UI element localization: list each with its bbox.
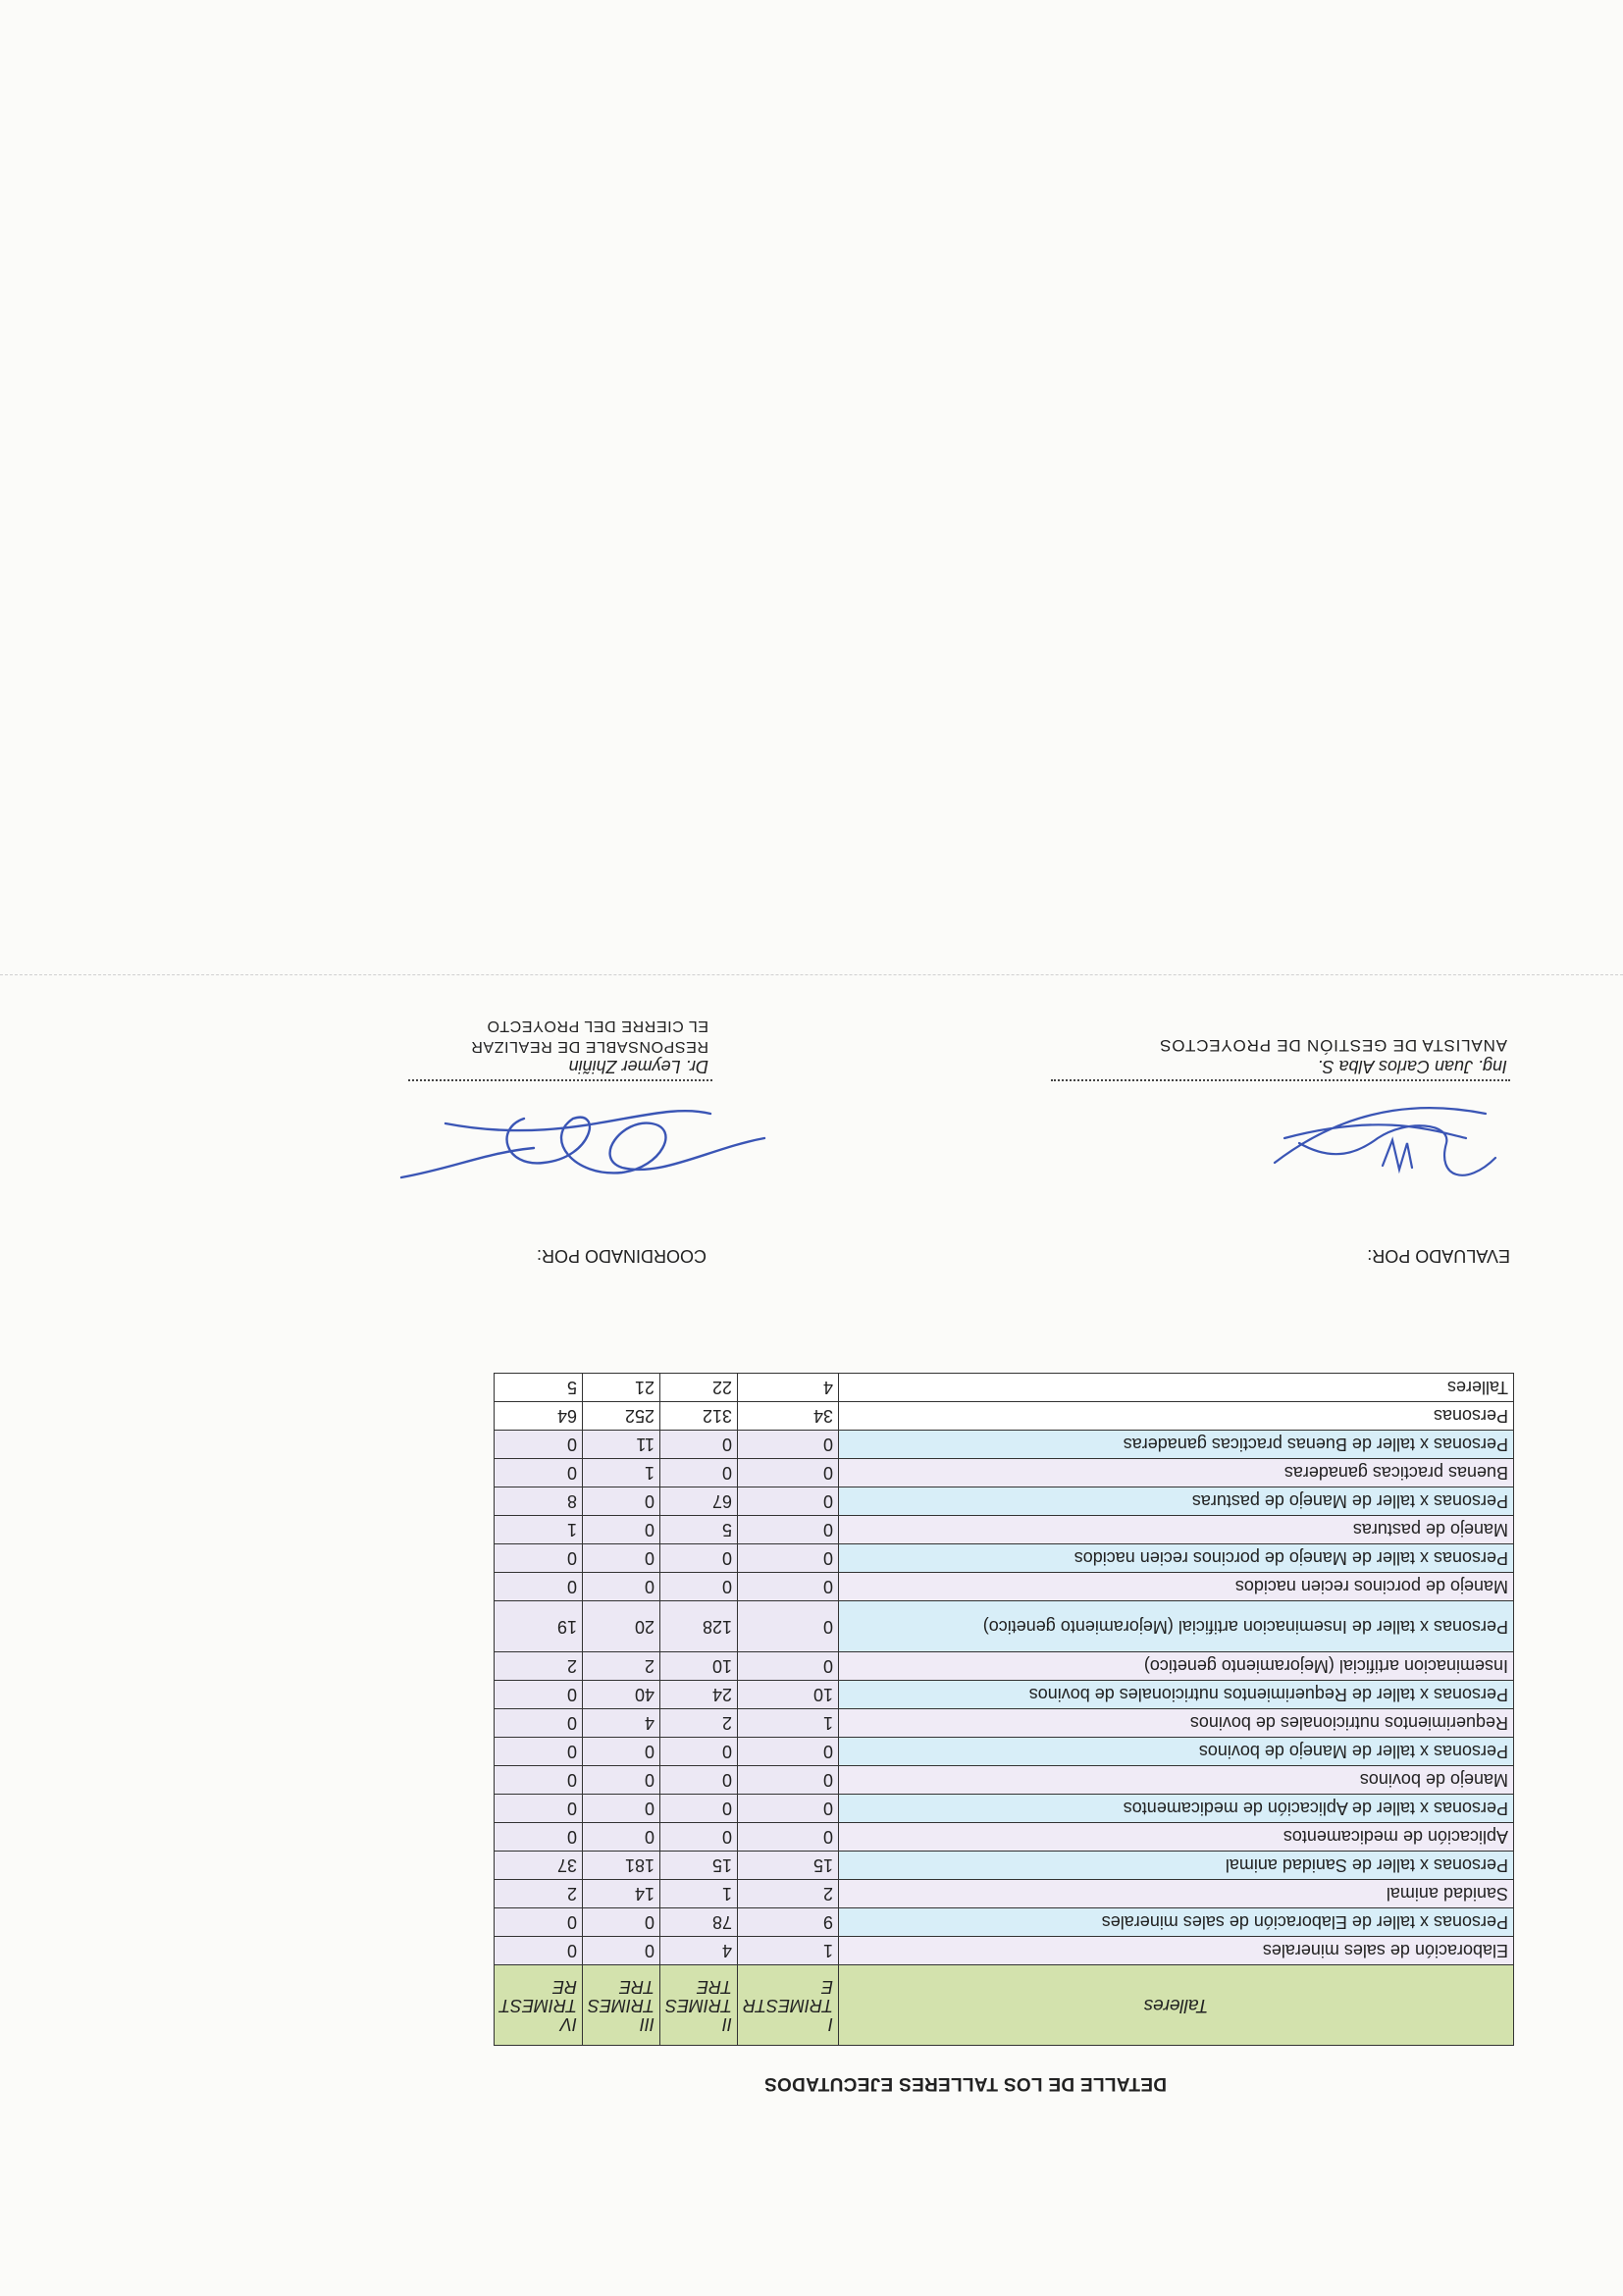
row-value-q4: 0 bbox=[495, 1795, 583, 1823]
row-value-q1: 34 bbox=[738, 1402, 839, 1431]
table-header-row bbox=[495, 1965, 1514, 2046]
row-value-q4: 8 bbox=[495, 1487, 583, 1516]
row-label: Personas x taller de Manejo de pasturas bbox=[839, 1487, 1514, 1516]
row-label: Aplicación de medicamentos bbox=[839, 1823, 1514, 1852]
table-row bbox=[495, 1681, 1514, 1709]
table-row bbox=[495, 1823, 1514, 1852]
row-value-q1: 0 bbox=[738, 1601, 839, 1652]
row-value-q1: 0 bbox=[738, 1544, 839, 1573]
evaluator-signature-line bbox=[1051, 1079, 1510, 1081]
row-label: Personas x taller de Buenas practicas ganaderas bbox=[839, 1431, 1514, 1459]
row-value-q4: 1 bbox=[495, 1516, 583, 1544]
row-value-q4: 64 bbox=[495, 1402, 583, 1431]
coordinator-signature bbox=[396, 1089, 769, 1207]
page-fold-line bbox=[0, 974, 1623, 975]
row-value-q4: 0 bbox=[495, 1766, 583, 1795]
row-value-q1: 1 bbox=[738, 1709, 839, 1738]
table-row bbox=[495, 1431, 1514, 1459]
row-value-q3: 0 bbox=[583, 1516, 660, 1544]
coordinator-signature-line bbox=[408, 1079, 712, 1081]
evaluado-por-label: EVALUADO POR: bbox=[1367, 1246, 1510, 1266]
header-q4: IV TRIMEST RE bbox=[495, 1965, 583, 2046]
row-value-q1: 0 bbox=[738, 1795, 839, 1823]
row-value-q3: 0 bbox=[583, 1795, 660, 1823]
row-label: Manejo de porcinos recien nacidos bbox=[839, 1573, 1514, 1601]
row-value-q2: 0 bbox=[660, 1738, 738, 1766]
table-row bbox=[495, 1374, 1514, 1402]
row-label: Elaboración de sales minerales bbox=[839, 1937, 1514, 1965]
coordinator-name: Dr. Leymer Zhiñin bbox=[568, 1057, 708, 1076]
table-row bbox=[495, 1766, 1514, 1795]
coordinator-role-line-1: RESPONSABLE DE REALIZAR bbox=[470, 1038, 708, 1055]
row-value-q2: 22 bbox=[660, 1374, 738, 1402]
table-row bbox=[495, 1880, 1514, 1908]
evaluator-name: Ing. Juan Carlos Alba S. bbox=[1317, 1057, 1507, 1076]
table-row bbox=[495, 1516, 1514, 1544]
row-value-q4: 2 bbox=[495, 1880, 583, 1908]
row-value-q4: 0 bbox=[495, 1937, 583, 1965]
row-value-q1: 0 bbox=[738, 1823, 839, 1852]
table-row bbox=[495, 1487, 1514, 1516]
row-value-q1: 0 bbox=[738, 1516, 839, 1544]
row-label: Inseminacion artificial (Mejoramiento genetico) bbox=[839, 1652, 1514, 1681]
row-value-q3: 11 bbox=[583, 1431, 660, 1459]
row-label: Personas x taller de Sanidad animal bbox=[839, 1852, 1514, 1880]
row-label: Personas bbox=[839, 1402, 1514, 1431]
coordinado-por-label: COORDINADO POR: bbox=[536, 1246, 707, 1266]
row-value-q2: 0 bbox=[660, 1795, 738, 1823]
table-row bbox=[495, 1908, 1514, 1937]
row-value-q2: 1 bbox=[660, 1880, 738, 1908]
table-row bbox=[495, 1652, 1514, 1681]
row-value-q1: 0 bbox=[738, 1431, 839, 1459]
row-value-q1: 1 bbox=[738, 1937, 839, 1965]
row-value-q4: 0 bbox=[495, 1573, 583, 1601]
header-talleres: Talleres bbox=[839, 1965, 1514, 2046]
row-value-q2: 78 bbox=[660, 1908, 738, 1937]
row-value-q4: 0 bbox=[495, 1709, 583, 1738]
table-row bbox=[495, 1795, 1514, 1823]
row-value-q3: 0 bbox=[583, 1766, 660, 1795]
row-value-q1: 0 bbox=[738, 1766, 839, 1795]
row-value-q3: 4 bbox=[583, 1709, 660, 1738]
row-value-q3: 181 bbox=[583, 1852, 660, 1880]
row-value-q2: 0 bbox=[660, 1823, 738, 1852]
row-value-q4: 2 bbox=[495, 1652, 583, 1681]
table-row bbox=[495, 1573, 1514, 1601]
row-value-q2: 4 bbox=[660, 1937, 738, 1965]
row-label: Manejo de bovinos bbox=[839, 1766, 1514, 1795]
row-value-q2: 128 bbox=[660, 1601, 738, 1652]
row-value-q3: 20 bbox=[583, 1601, 660, 1652]
row-value-q3: 0 bbox=[583, 1937, 660, 1965]
row-value-q3: 0 bbox=[583, 1738, 660, 1766]
row-value-q1: 10 bbox=[738, 1681, 839, 1709]
row-value-q2: 5 bbox=[660, 1516, 738, 1544]
row-value-q4: 0 bbox=[495, 1431, 583, 1459]
table-row bbox=[495, 1709, 1514, 1738]
row-value-q2: 0 bbox=[660, 1573, 738, 1601]
row-value-q4: 0 bbox=[495, 1544, 583, 1573]
row-value-q3: 0 bbox=[583, 1908, 660, 1937]
row-value-q1: 0 bbox=[738, 1738, 839, 1766]
row-value-q4: 37 bbox=[495, 1852, 583, 1880]
table-row bbox=[495, 1544, 1514, 1573]
row-label: Personas x taller de Manejo de bovinos bbox=[839, 1738, 1514, 1766]
row-label: Personas x taller de Aplicación de medicamentos bbox=[839, 1795, 1514, 1823]
row-label: Sanidad animal bbox=[839, 1880, 1514, 1908]
row-label: Personas x taller de Inseminacion artificial (Mejoramiento genetico) bbox=[839, 1601, 1514, 1652]
row-value-q3: 0 bbox=[583, 1573, 660, 1601]
row-value-q3: 21 bbox=[583, 1374, 660, 1402]
row-value-q2: 10 bbox=[660, 1652, 738, 1681]
row-value-q1: 15 bbox=[738, 1852, 839, 1880]
row-value-q2: 0 bbox=[660, 1431, 738, 1459]
row-value-q3: 40 bbox=[583, 1681, 660, 1709]
row-value-q3: 0 bbox=[583, 1823, 660, 1852]
coordinator-role-line-2: EL CIERRE DEL PROYECTO bbox=[487, 1018, 708, 1034]
row-value-q3: 2 bbox=[583, 1652, 660, 1681]
row-value-q4: 0 bbox=[495, 1738, 583, 1766]
row-value-q2: 15 bbox=[660, 1852, 738, 1880]
row-value-q4: 5 bbox=[495, 1374, 583, 1402]
row-label: Talleres bbox=[839, 1374, 1514, 1402]
row-value-q2: 0 bbox=[660, 1459, 738, 1487]
table-row bbox=[495, 1937, 1514, 1965]
header-q3: III TRIMES TRE bbox=[583, 1965, 660, 2046]
row-label: Requerimientos nutricionales de bovinos bbox=[839, 1709, 1514, 1738]
row-value-q1: 2 bbox=[738, 1880, 839, 1908]
row-value-q4: 0 bbox=[495, 1823, 583, 1852]
table-body bbox=[495, 1374, 1514, 1965]
evaluator-signature bbox=[1270, 1089, 1505, 1197]
header-q1: I TRIMESTR E bbox=[738, 1965, 839, 2046]
row-value-q4: 0 bbox=[495, 1459, 583, 1487]
row-value-q2: 24 bbox=[660, 1681, 738, 1709]
row-value-q1: 0 bbox=[738, 1487, 839, 1516]
document-title: DETALLE DE LOS TALLERES EJECUTADOS bbox=[763, 2073, 1167, 2094]
row-value-q1: 0 bbox=[738, 1573, 839, 1601]
row-value-q2: 67 bbox=[660, 1487, 738, 1516]
evaluator-role: ANALISTA DE GESTIÓN DE PROYECTOS bbox=[1159, 1036, 1507, 1055]
row-value-q3: 1 bbox=[583, 1459, 660, 1487]
row-value-q4: 19 bbox=[495, 1601, 583, 1652]
row-value-q3: 14 bbox=[583, 1880, 660, 1908]
row-value-q3: 252 bbox=[583, 1402, 660, 1431]
table-row bbox=[495, 1601, 1514, 1652]
row-value-q2: 312 bbox=[660, 1402, 738, 1431]
row-value-q3: 0 bbox=[583, 1487, 660, 1516]
row-value-q4: 0 bbox=[495, 1681, 583, 1709]
row-value-q2: 0 bbox=[660, 1766, 738, 1795]
row-value-q1: 9 bbox=[738, 1908, 839, 1937]
row-label: Manejo de pasturas bbox=[839, 1516, 1514, 1544]
table-row bbox=[495, 1402, 1514, 1431]
table-row bbox=[495, 1459, 1514, 1487]
row-value-q1: 0 bbox=[738, 1459, 839, 1487]
row-value-q2: 0 bbox=[660, 1544, 738, 1573]
table-row bbox=[495, 1738, 1514, 1766]
row-value-q1: 4 bbox=[738, 1374, 839, 1402]
row-value-q1: 0 bbox=[738, 1652, 839, 1681]
talleres-table bbox=[494, 1373, 1514, 2046]
row-label: Personas x taller de Requerimientos nutricionales de bovinos bbox=[839, 1681, 1514, 1709]
row-label: Personas x taller de Elaboración de sales minerales bbox=[839, 1908, 1514, 1937]
row-value-q3: 0 bbox=[583, 1544, 660, 1573]
row-value-q2: 2 bbox=[660, 1709, 738, 1738]
row-label: Personas x taller de Manejo de porcinos recien nacidos bbox=[839, 1544, 1514, 1573]
row-value-q4: 0 bbox=[495, 1908, 583, 1937]
header-q2: II TRIMES TRE bbox=[660, 1965, 738, 2046]
table-row bbox=[495, 1852, 1514, 1880]
row-label: Buenas practicas ganaderas bbox=[839, 1459, 1514, 1487]
